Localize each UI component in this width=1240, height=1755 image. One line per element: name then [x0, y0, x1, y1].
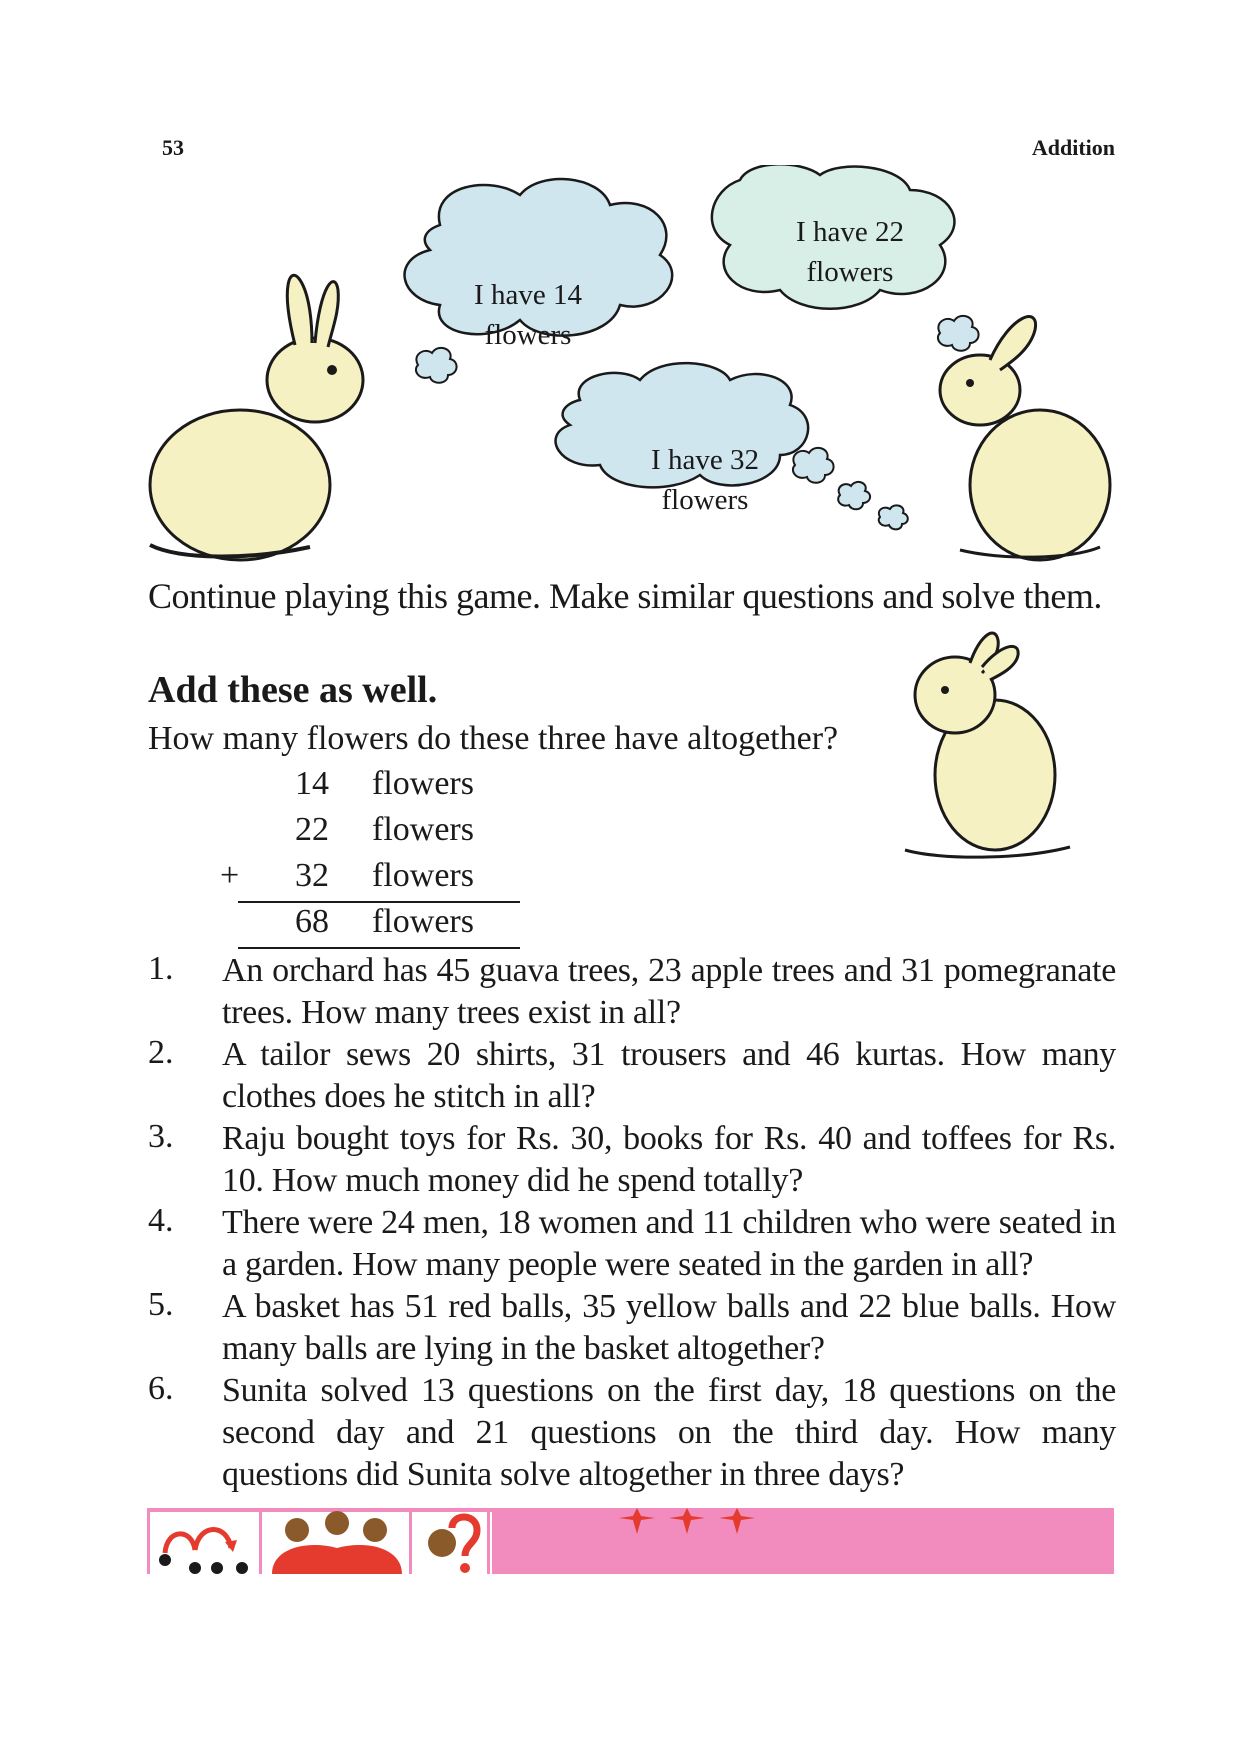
exercise-number: 2. — [148, 1034, 174, 1071]
rabbits-illustration — [140, 165, 1130, 585]
exercise-text: Sunita solved 13 questions on the first day, 18 questions on the second day and 21 questions on the third day. How many questions did Sunita solve altogether in three days? — [222, 1372, 1116, 1493]
question-text: How many flowers do these three have altogether? — [148, 720, 839, 757]
rabbit-left-icon — [150, 275, 363, 560]
rabbit-sitting-icon — [900, 625, 1080, 865]
sum-total — [220, 903, 520, 949]
sum-value: 32 — [295, 857, 329, 894]
instruction-text: Continue playing this game. Make similar questions and solve them. — [148, 576, 1102, 616]
exercise-text: A tailor sews 20 shirts, 31 trousers and 46 kurtas. How many clothes does he stitch in all? — [222, 1036, 1116, 1115]
sum-row-2 — [220, 811, 520, 857]
sum-value: 22 — [295, 811, 329, 848]
footer-pink-bar — [492, 1508, 1114, 1574]
rabbit-right-icon — [940, 317, 1110, 560]
footer-band — [147, 1508, 1114, 1574]
exercise-number: 4. — [148, 1202, 174, 1239]
sum-value: 14 — [295, 765, 329, 802]
bubble-text-1: I have 14 flowers — [474, 279, 582, 351]
section-heading: Add these as well. — [148, 669, 438, 711]
sum-row-3 — [220, 857, 520, 903]
sum-unit: flowers — [372, 857, 474, 894]
exercise-text: Raju bought toys for Rs. 30, books for Rs. 40 and toffees for Rs. 10. How much money did he spend totally? — [222, 1120, 1116, 1199]
bubble-text-3: I have 32 flowers — [651, 444, 759, 516]
exercise-text: There were 24 men, 18 women and 11 children who were seated in a garden. How many people were seated in the garden in all? — [222, 1204, 1116, 1283]
counting-arcs-icon — [159, 1529, 248, 1574]
sum-operator: + — [220, 857, 240, 894]
exercise-number: 3. — [148, 1118, 174, 1155]
exercise-number: 6. — [148, 1370, 174, 1407]
bubble-text-2: I have 22 flowers — [796, 216, 904, 288]
question-child-icon — [428, 1517, 477, 1573]
exercise-text: An orchard has 45 guava trees, 23 apple trees and 31 pomegranate trees. How many trees exist in all? — [222, 952, 1116, 1031]
exercise-number: 1. — [148, 950, 174, 987]
children-group-icon — [272, 1511, 402, 1574]
sum-total-value: 68 — [295, 903, 329, 940]
exercise-number: 5. — [148, 1286, 174, 1323]
exercise-text: A basket has 51 red balls, 35 yellow balls and 22 blue balls. How many balls are lying in the basket altogether? — [222, 1288, 1116, 1367]
page-number: 53 — [162, 135, 184, 160]
chapter-title: Addition — [1031, 135, 1115, 160]
sum-row-1 — [220, 765, 520, 811]
sum-unit: flowers — [372, 811, 474, 848]
sum-unit: flowers — [372, 765, 474, 802]
sum-underline — [238, 947, 520, 949]
sum-total-unit: flowers — [372, 903, 474, 940]
